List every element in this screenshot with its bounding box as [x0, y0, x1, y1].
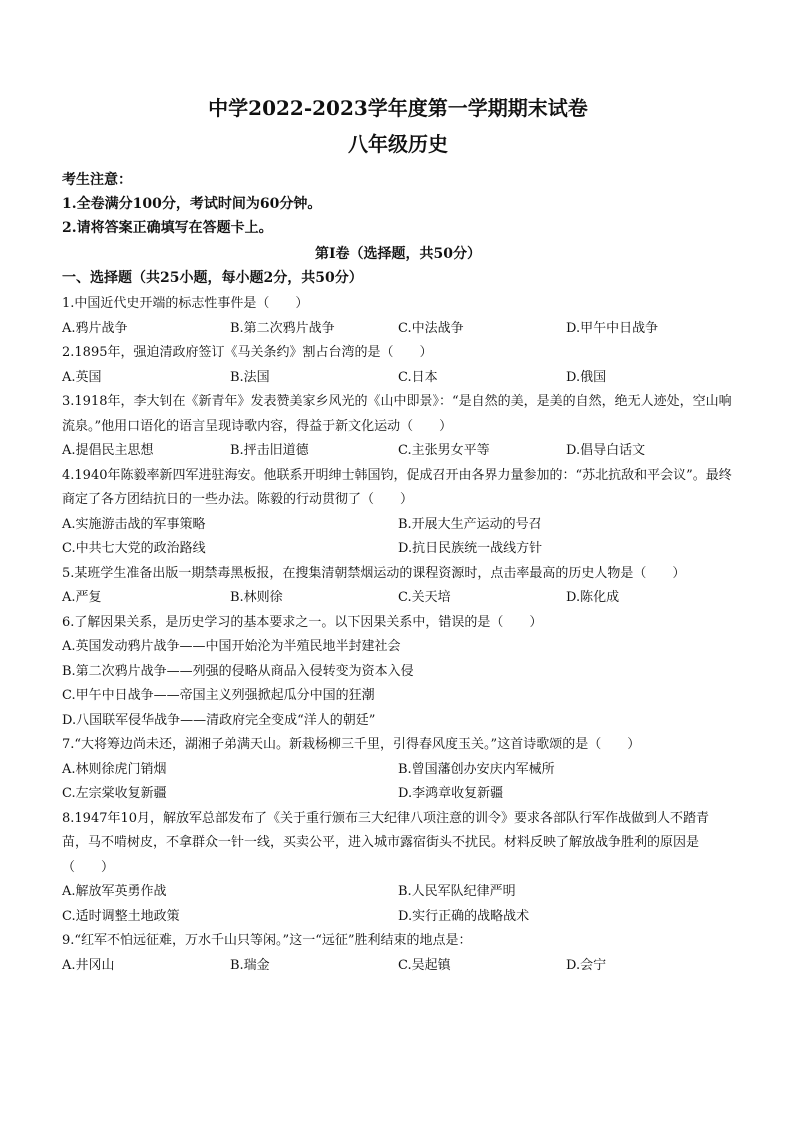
question-stem: 5.某班学生准备出版一期禁毒黑板报，在搜集清朝禁烟运动的课程资源时，点击率最高的历史人物是（ ）: [62, 565, 686, 581]
question-stem: 1.中国近代史开端的标志性事件是（ ）: [62, 296, 309, 311]
option-b: B.林则徐: [230, 590, 283, 605]
question-3: [62, 390, 734, 464]
question-options: [62, 366, 734, 391]
option-d: D.甲午中日战争: [566, 320, 659, 336]
option-c: C.中法战争: [398, 320, 464, 336]
question-options: [62, 880, 734, 929]
option-b: B.曾国藩创办安庆内军械所: [398, 761, 555, 777]
option-d: D.陈化成: [566, 590, 620, 605]
notice-item-2: 2.请将答案正确填写在答题卡上。: [62, 220, 273, 236]
option-b: B.第二次鸦片战争——列强的侵略从商品入侵转变为资本入侵: [62, 663, 414, 679]
option-a: A.林则徐虎门销烟: [62, 761, 167, 777]
option-c: C.左宗棠收复新疆: [62, 786, 167, 801]
option-d: D.八国联军侵华战争——清政府完全变成“洋人的朝廷”: [62, 712, 376, 728]
question-4: [62, 464, 734, 562]
option-d: D.李鸿章收复新疆: [398, 786, 504, 801]
question-stem: 2.1895年，强迫清政府签订《马关条约》割占台湾的是（ ）: [62, 345, 433, 360]
option-b: B.抨击旧道德: [230, 443, 309, 458]
option-d: D.俄国: [566, 369, 607, 385]
option-c: C.主张男女平等: [398, 443, 490, 458]
question-options: [62, 439, 734, 464]
option-c: C.吴起镇: [398, 957, 451, 973]
option-c: C.关天培: [398, 590, 451, 605]
question-7: [62, 733, 734, 807]
option-a: A.鸦片战争: [62, 320, 128, 336]
option-b: B.瑞金: [230, 957, 270, 973]
option-c: C.适时调整土地政策: [62, 908, 180, 924]
option-d: D.会宁: [566, 957, 607, 973]
question-options: [62, 513, 734, 562]
question-2: [62, 341, 734, 390]
question-8: [62, 807, 734, 930]
question-stem: 4.1940年陈毅率新四军进驻海安。他联系开明绅士韩国钧，促成召开由各界力量参加的：“苏北抗敌和平会议”。最终商定了各方团结抗日的一些办法。陈毅的行动贯彻了（ ）: [62, 467, 732, 507]
option-d: D.倡导白话文: [566, 443, 646, 458]
section-heading: 一、选择题（共25小题，每小题2分，共50分）: [62, 270, 363, 286]
question-options: [62, 317, 734, 342]
question-stem: 8.1947年10月，解放军总部发布了《关于重行颁布三大纪律八项注意的训令》要求各部队行军作战做到人不踏青苗，马不啃树皮，不拿群众一针一线，买卖公平，进入城市露宿街头不扰民。材料反映了解放战争胜利的原因是（ ）: [62, 810, 710, 875]
option-c: C.日本: [398, 369, 438, 385]
option-d: D.抗日民族统一战线方针: [398, 541, 543, 556]
option-b: B.法国: [230, 369, 270, 385]
option-a: A.严复: [62, 590, 102, 605]
question-options: [62, 954, 734, 979]
option-a: A.英国: [62, 369, 102, 385]
option-d: D.实行正确的战略战术: [398, 908, 530, 924]
option-c: C.中共七大党的政治路线: [62, 541, 206, 556]
question-5: [62, 562, 734, 611]
exam-title: 中学2022-2023学年度第一学期期末试卷: [208, 96, 588, 120]
question-options: [62, 758, 734, 807]
option-b: B.人民军队纪律严明: [398, 884, 516, 899]
option-b: B.第二次鸦片战争: [230, 320, 335, 336]
question-stem: 3.1918年，李大钊在《新青年》发表赞美家乡风光的《山中即景》：“是自然的美，是美的自然，绝无人迹处，空山响流泉。”他用口语化的语言呈现诗歌内容，得益于新文化运动（ ）: [62, 394, 732, 434]
notice-heading: 考生注意：: [62, 172, 132, 188]
question-stem: 7.“大将筹边尚未还，湖湘子弟满天山。新栽杨柳三千里，引得春风度玉关。”这首诗歌颂的是（ ）: [62, 737, 641, 752]
option-b: B.开展大生产运动的号召: [398, 516, 542, 532]
option-a: A.英国发动鸦片战争——中国开始沦为半殖民地半封建社会: [62, 639, 401, 654]
question-1: [62, 292, 734, 341]
exam-subtitle: 八年级历史: [348, 132, 448, 156]
question-6: [62, 611, 734, 734]
question-options: [62, 586, 734, 611]
notice-item-1: 1.全卷满分100分，考试时间为60分钟。: [62, 196, 322, 212]
option-a: A.井冈山: [62, 957, 115, 973]
question-9: [62, 929, 734, 978]
option-a: A.提倡民主思想: [62, 443, 154, 458]
option-a: A.实施游击战的军事策略: [62, 516, 206, 532]
part-heading: 第Ⅰ卷（选择题，共50分）: [314, 246, 482, 262]
option-a: A.解放军英勇作战: [62, 884, 167, 899]
question-stem: 9.“红军不怕远征难，万水千山只等闲。”这一“远征”胜利结束的地点是：: [62, 933, 472, 948]
option-c: C.甲午中日战争——帝国主义列强掀起瓜分中国的狂潮: [62, 688, 375, 703]
question-stem: 6.了解因果关系，是历史学习的基本要求之一。以下因果关系中，错误的是（ ）: [62, 614, 543, 630]
